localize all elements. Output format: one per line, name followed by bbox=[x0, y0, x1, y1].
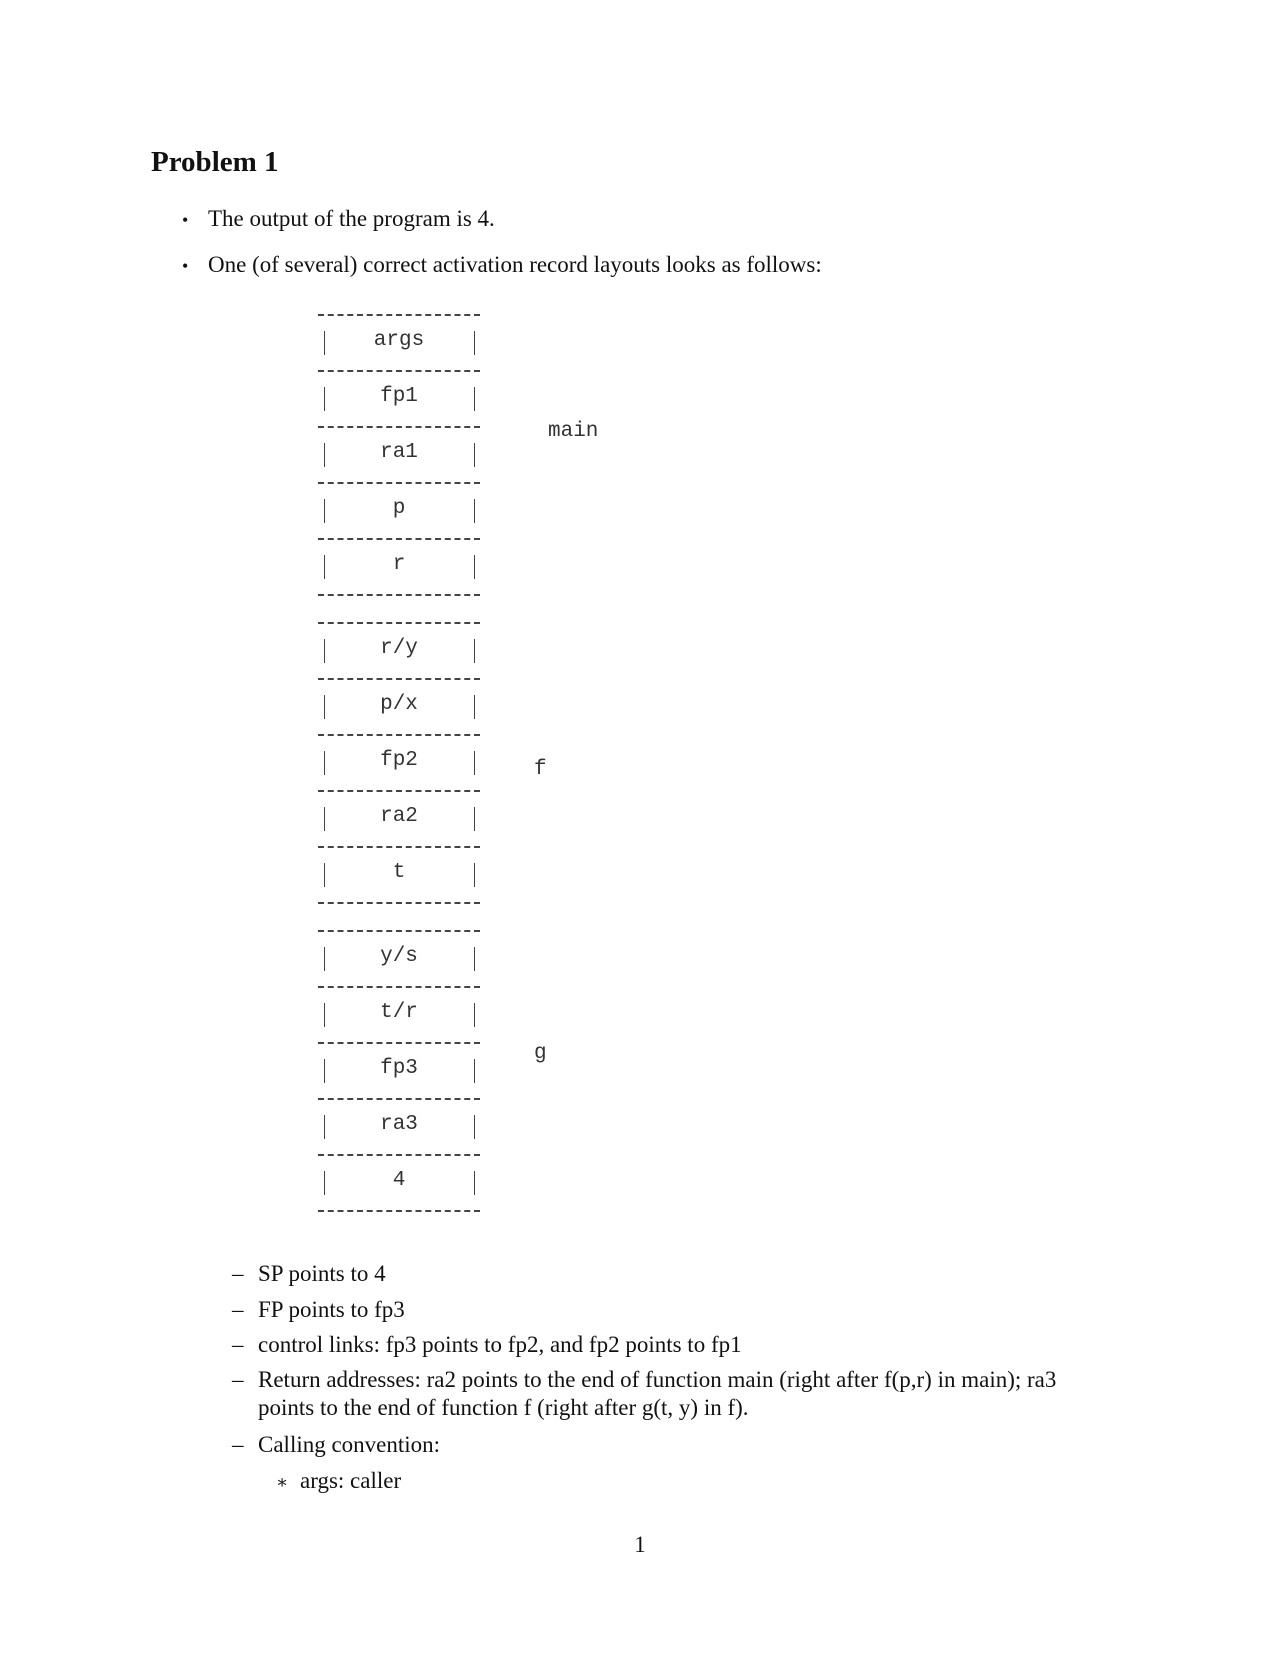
stack-cell-t: t bbox=[318, 846, 480, 902]
stack-cell-ra1: ra1 bbox=[318, 426, 480, 482]
stack-cell-p: p bbox=[318, 482, 480, 538]
note-sp: – SP points to 4 bbox=[232, 1261, 386, 1286]
note-control-links: – control links: fp3 points to fp2, and fp2 points to fp1 bbox=[232, 1332, 742, 1357]
stack-cell-p-x: p/x bbox=[318, 678, 480, 734]
frame-label-main: main bbox=[548, 420, 599, 443]
bullet-dot: • bbox=[182, 256, 189, 276]
bullet-output: • The output of the program is 4. bbox=[182, 204, 495, 235]
bullet-dot: • bbox=[182, 210, 189, 230]
stack-cell-fp1: fp1 bbox=[318, 370, 480, 426]
stack-cell-fp3: fp3 bbox=[318, 1042, 480, 1098]
list-dash: – bbox=[232, 1332, 244, 1357]
stack-cell-ra2: ra2 bbox=[318, 790, 480, 846]
stack-cell-args: args bbox=[318, 314, 480, 370]
note-return-addresses: – Return addresses: ra2 points to the end of function main (right after f(p,r) in main); ra3 points to the end of function f (right after g(t, y) in f). bbox=[232, 1367, 1057, 1420]
page-title: Problem 1 bbox=[151, 146, 279, 178]
stack-cell-t-r: t/r bbox=[318, 986, 480, 1042]
list-dash: – bbox=[232, 1432, 244, 1457]
list-dash: – bbox=[232, 1297, 244, 1322]
page-number: 1 bbox=[634, 1532, 646, 1557]
stack-cell-fp2: fp2 bbox=[318, 734, 480, 790]
stack-cell-r: r bbox=[318, 538, 480, 594]
list-dash: – bbox=[232, 1261, 244, 1286]
stack-cell-value-4: 4 bbox=[318, 1154, 480, 1210]
list-dash: – bbox=[232, 1367, 244, 1392]
stack-cell-y-s: y/s bbox=[318, 930, 480, 986]
frame-label-f: f bbox=[534, 758, 547, 781]
list-star: ∗ bbox=[276, 1472, 289, 1492]
stack-cell-ra3: ra3 bbox=[318, 1098, 480, 1154]
bullet-layouts: • One (of several) correct activation record layouts looks as follows: bbox=[182, 250, 822, 281]
note-calling-convention: – Calling convention: bbox=[232, 1432, 441, 1457]
stack-cell-r-y: r/y bbox=[318, 622, 480, 678]
note-args-caller: ∗ args: caller bbox=[276, 1467, 401, 1496]
frame-label-g: g bbox=[534, 1042, 547, 1065]
note-fp: – FP points to fp3 bbox=[232, 1297, 405, 1322]
